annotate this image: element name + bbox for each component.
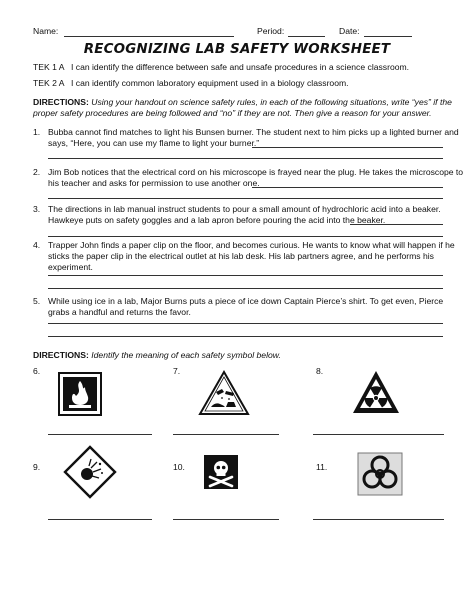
symbol-answer-line[interactable]	[173, 434, 279, 435]
symbol-number: 8.	[316, 366, 324, 376]
question-3	[33, 204, 441, 215]
symbol-answer-line[interactable]	[313, 434, 444, 435]
symbol-number: 6.	[33, 366, 41, 376]
answer-line[interactable]	[48, 198, 443, 199]
question-line: says, “Here, you can use my flame to light your burner.”	[48, 138, 260, 148]
question-line: his teacher and asks for permission to use another one.	[48, 178, 260, 188]
answer-line[interactable]	[48, 323, 443, 324]
directions-label: DIRECTIONS:	[33, 350, 89, 360]
question-line: Bubba cannot find matches to light his Bunsen burner. The student next to him picks up a lighted burner and	[48, 127, 459, 137]
symbol-number: 10.	[173, 462, 185, 472]
symbol-number: 11.	[316, 462, 328, 472]
question-line: While using ice in a lab, Major Burns puts a piece of ice down Captain Pierce’s shirt. To get even, Pierce	[48, 296, 444, 306]
flammable-icon	[58, 372, 102, 416]
question-4	[33, 240, 455, 251]
question-line: experiment.	[48, 262, 93, 272]
corrosive-icon	[198, 370, 250, 416]
biohazard-icon	[357, 452, 403, 496]
question-line: Trapper John finds a paper clip on the floor, and becomes curious. He wants to know what will happen if he	[48, 240, 455, 250]
answer-line[interactable]	[350, 224, 443, 225]
symbol-answer-line[interactable]	[313, 519, 444, 520]
symbol-number: 7.	[173, 366, 181, 376]
tek-1a	[33, 62, 410, 73]
page-title: RECOGNIZING LAB SAFETY WORKSHEET	[83, 42, 391, 57]
question-5	[33, 296, 444, 307]
directions-2	[33, 350, 281, 361]
question-1	[33, 127, 459, 138]
radiation-icon	[351, 369, 401, 415]
answer-line[interactable]	[252, 187, 443, 188]
tek-text: I can identify the difference between safe and unsafe procedures in a science classroom.	[71, 62, 410, 72]
question-line: Jim Bob notices that the electrical cord on his microscope is frayed near the plug. He takes the microscope to	[48, 167, 464, 177]
symbol-answer-line[interactable]	[48, 434, 152, 435]
date-label: Date:	[339, 26, 360, 36]
answer-line[interactable]	[48, 336, 443, 337]
period-field[interactable]	[288, 36, 325, 37]
symbol-answer-line[interactable]	[48, 519, 152, 520]
answer-line[interactable]	[252, 147, 443, 148]
tek-code: TEK 2 A	[33, 78, 65, 88]
name-field[interactable]	[64, 36, 234, 37]
answer-line[interactable]	[48, 236, 443, 237]
toxic-skull-icon	[204, 455, 238, 489]
question-number: 1.	[33, 127, 41, 137]
question-line: Hawkeye puts on safety goggles and a lab apron before pouring the acid into the beaker.	[48, 215, 386, 225]
question-line: The directions in lab manual instruct students to pour a small amount of hydrochloric acid into a beaker.	[48, 204, 441, 214]
name-label: Name:	[33, 26, 59, 36]
directions-1	[33, 97, 452, 108]
question-number: 2.	[33, 167, 41, 177]
tek-text: I can identify common laboratory equipment used in a biology classroom.	[71, 78, 349, 88]
period-label: Period:	[257, 26, 285, 36]
directions-line-2: proper safety procedures are being followed and “no” if they are not. Then give a reason for your answer.	[33, 108, 432, 118]
symbol-number: 9.	[33, 462, 41, 472]
answer-line[interactable]	[48, 275, 443, 276]
directions-text: Identify the meaning of each safety symbol below.	[91, 350, 281, 360]
answer-line[interactable]	[48, 288, 443, 289]
question-number: 5.	[33, 296, 41, 306]
question-line: grabs a handful and returns the favor.	[48, 307, 191, 317]
symbol-answer-line[interactable]	[173, 519, 279, 520]
question-number: 4.	[33, 240, 41, 250]
tek-2a	[33, 78, 349, 89]
tek-code: TEK 1 A	[33, 62, 65, 72]
explosive-icon	[63, 445, 117, 499]
directions-label: DIRECTIONS:	[33, 97, 89, 107]
date-field[interactable]	[364, 36, 412, 37]
question-2	[33, 167, 464, 178]
question-number: 3.	[33, 204, 41, 214]
directions-line-1: Using your handout on science safety rules, in each of the following situations, write “yes” if the	[91, 97, 452, 107]
question-line: sticks the paper clip in the electrical outlet at his lab desk. His lab partners agree, and he performs his	[48, 251, 434, 261]
answer-line[interactable]	[48, 158, 443, 159]
